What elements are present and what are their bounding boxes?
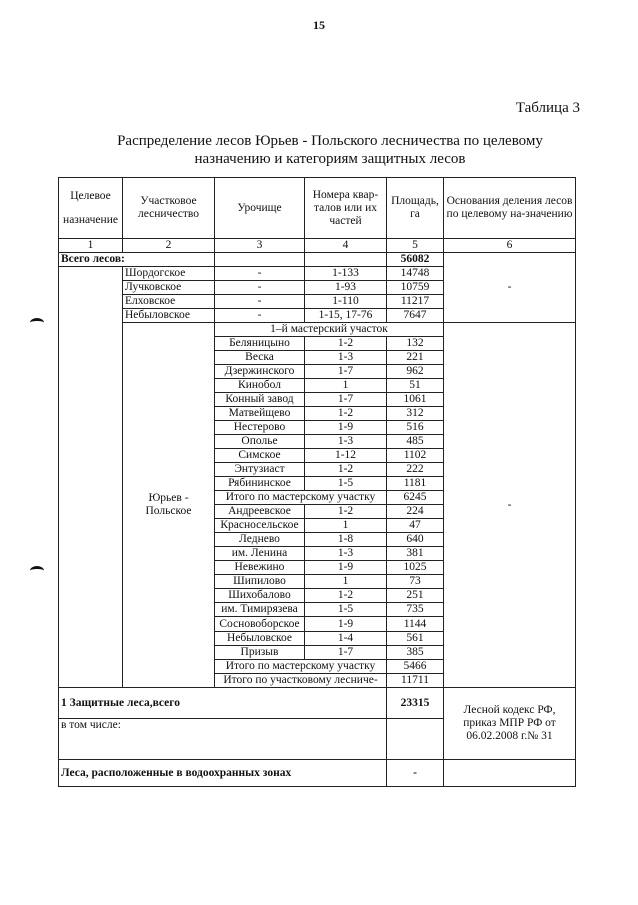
area-cell: 735 [387, 603, 444, 617]
header-cell: Основания деления лесов по целевому на-значению [444, 178, 576, 239]
quarters-cell: 1-93 [305, 281, 387, 295]
column-number: 1 [59, 239, 123, 253]
water-zone-label: Леса, расположенные в водоохранных зонах [59, 760, 387, 787]
subtotal-value: 6245 [387, 491, 444, 505]
quarters-cell: 1-8 [305, 533, 387, 547]
title-line-2: назначению и категориям защитных лесов [194, 151, 466, 167]
quarters-cell: 1-3 [305, 547, 387, 561]
tract-cell: Призыв [215, 646, 305, 660]
title-line-1: Распределение лесов Юрьев - Польского лесничества по целевому [117, 133, 543, 149]
area-cell: 10759 [387, 281, 444, 295]
quarters-cell: 1-7 [305, 646, 387, 660]
tract-cell: Небыловское [215, 632, 305, 646]
forestry-name: Шордогское [123, 267, 215, 281]
tract-cell: Симское [215, 449, 305, 463]
quarters-cell: 1-110 [305, 295, 387, 309]
quarters-cell: 1-133 [305, 267, 387, 281]
area-cell: 1061 [387, 393, 444, 407]
area-cell: 640 [387, 533, 444, 547]
area-cell: 14748 [387, 267, 444, 281]
total-label: Всего лесов: [59, 253, 215, 267]
water-zone-value: - [387, 760, 444, 787]
tract-cell: Невежино [215, 561, 305, 575]
column-number-row [59, 239, 576, 253]
tract-cell: - [215, 267, 305, 281]
quarters-cell: 1-4 [305, 632, 387, 646]
total-value: 56082 [387, 253, 444, 267]
tract-cell: Красносельское [215, 519, 305, 533]
area-cell: 51 [387, 379, 444, 393]
area-cell: 222 [387, 463, 444, 477]
area-cell: 385 [387, 646, 444, 660]
tract-cell: Сосновоборское [215, 617, 305, 632]
area-cell: 132 [387, 337, 444, 351]
empty-cell [444, 760, 576, 787]
tract-cell: - [215, 295, 305, 309]
quarters-cell: 1-15, 17-76 [305, 309, 387, 323]
header-row [59, 178, 576, 239]
tract-cell: Кинобол [215, 379, 305, 393]
quarters-cell: 1 [305, 575, 387, 589]
forestry-name-line: Юрьев - [148, 492, 189, 504]
tract-cell: им. Тимирязева [215, 603, 305, 617]
tract-cell: Конный завод [215, 393, 305, 407]
empty-cell [305, 253, 387, 267]
water-zone-row [59, 760, 576, 787]
page-number: 15 [313, 18, 325, 32]
area-cell: 516 [387, 421, 444, 435]
protective-basis: Лесной кодекс РФ, приказ МПР РФ от 06.02.2008 г.№ 31 [444, 688, 576, 760]
forestry-name-line: Польское [145, 505, 192, 517]
target-cell [59, 267, 123, 688]
area-cell: 47 [387, 519, 444, 533]
quarters-cell: 1-5 [305, 603, 387, 617]
basis-cell: - [444, 323, 576, 688]
forestry-name: Елховское [123, 295, 215, 309]
tract-cell: Дзержинского [215, 365, 305, 379]
forest-distribution-table [58, 177, 576, 787]
area-cell: 561 [387, 632, 444, 646]
tract-cell: Ополье [215, 435, 305, 449]
header-cell: Участковое лесничество [123, 178, 215, 239]
tract-cell: Беляницыно [215, 337, 305, 351]
subtotal-label: Итого по мастерскому участку [215, 660, 387, 674]
column-number: 5 [387, 239, 444, 253]
column-number: 3 [215, 239, 305, 253]
tract-cell: Шихобалово [215, 589, 305, 603]
subtotal-value: 5466 [387, 660, 444, 674]
forestry-total-label: Итого по участковому лесниче- [215, 674, 387, 688]
area-cell: 962 [387, 365, 444, 379]
header-text: Целевое [70, 190, 111, 202]
area-cell: 381 [387, 547, 444, 561]
quarters-cell: 1 [305, 379, 387, 393]
area-cell: 1025 [387, 561, 444, 575]
forestry-total-value: 11711 [387, 674, 444, 688]
forestry-name: Небыловское [123, 309, 215, 323]
quarters-cell: 1-9 [305, 561, 387, 575]
tract-cell: Рябининское [215, 477, 305, 491]
protective-label: 1 Защитные леса,всего [59, 688, 387, 719]
basis-cell: - [444, 253, 576, 323]
tract-cell: - [215, 281, 305, 295]
area-cell: 1102 [387, 449, 444, 463]
column-number: 6 [444, 239, 576, 253]
area-cell: 312 [387, 407, 444, 421]
quarters-cell: 1-2 [305, 589, 387, 603]
tract-cell: Энтузиаст [215, 463, 305, 477]
forestry-yuryev-polskoe [123, 323, 215, 688]
tract-cell: Веска [215, 351, 305, 365]
forestry-name: Лучковское [123, 281, 215, 295]
tract-cell: Шипилово [215, 575, 305, 589]
quarters-cell: 1-7 [305, 393, 387, 407]
tract-cell: Леднево [215, 533, 305, 547]
quarters-cell: 1-9 [305, 617, 387, 632]
header-text: назначение [63, 214, 118, 226]
master-section-label: 1–й мастерский участок [215, 323, 444, 337]
quarters-cell: 1-12 [305, 449, 387, 463]
area-cell: 1144 [387, 617, 444, 632]
header-cell: Площадь, га [387, 178, 444, 239]
quarters-cell: 1-2 [305, 505, 387, 519]
master-section-header-row [59, 323, 576, 337]
including-label: в том числе: [59, 719, 387, 760]
header-cell: Урочище [215, 178, 305, 239]
binding-hole-mark [30, 318, 44, 327]
total-row [59, 253, 576, 267]
subtotal-label: Итого по мастерскому участку [215, 491, 387, 505]
header-cell: Номера квар-талов или их частей [305, 178, 387, 239]
area-cell: 1181 [387, 477, 444, 491]
tract-cell: Матвейщево [215, 407, 305, 421]
tract-cell: - [215, 309, 305, 323]
quarters-cell: 1 [305, 519, 387, 533]
column-number: 2 [123, 239, 215, 253]
area-cell: 7647 [387, 309, 444, 323]
tract-cell: им. Ленина [215, 547, 305, 561]
protective-value: 23315 [387, 688, 444, 719]
quarters-cell: 1-3 [305, 351, 387, 365]
area-cell: 485 [387, 435, 444, 449]
tract-cell: Андреевское [215, 505, 305, 519]
empty-cell [387, 719, 444, 760]
area-cell: 251 [387, 589, 444, 603]
header-cell [59, 178, 123, 239]
quarters-cell: 1-2 [305, 407, 387, 421]
protective-row [59, 688, 576, 719]
quarters-cell: 1-3 [305, 435, 387, 449]
table-title [60, 132, 600, 168]
empty-cell [215, 253, 305, 267]
quarters-cell: 1-7 [305, 365, 387, 379]
tract-cell: Нестерово [215, 421, 305, 435]
binding-hole-mark [30, 566, 44, 575]
table-label: Таблица 3 [515, 100, 580, 116]
column-number: 4 [305, 239, 387, 253]
area-cell: 221 [387, 351, 444, 365]
area-cell: 11217 [387, 295, 444, 309]
quarters-cell: 1-2 [305, 463, 387, 477]
area-cell: 73 [387, 575, 444, 589]
quarters-cell: 1-5 [305, 477, 387, 491]
quarters-cell: 1-2 [305, 337, 387, 351]
quarters-cell: 1-9 [305, 421, 387, 435]
area-cell: 224 [387, 505, 444, 519]
